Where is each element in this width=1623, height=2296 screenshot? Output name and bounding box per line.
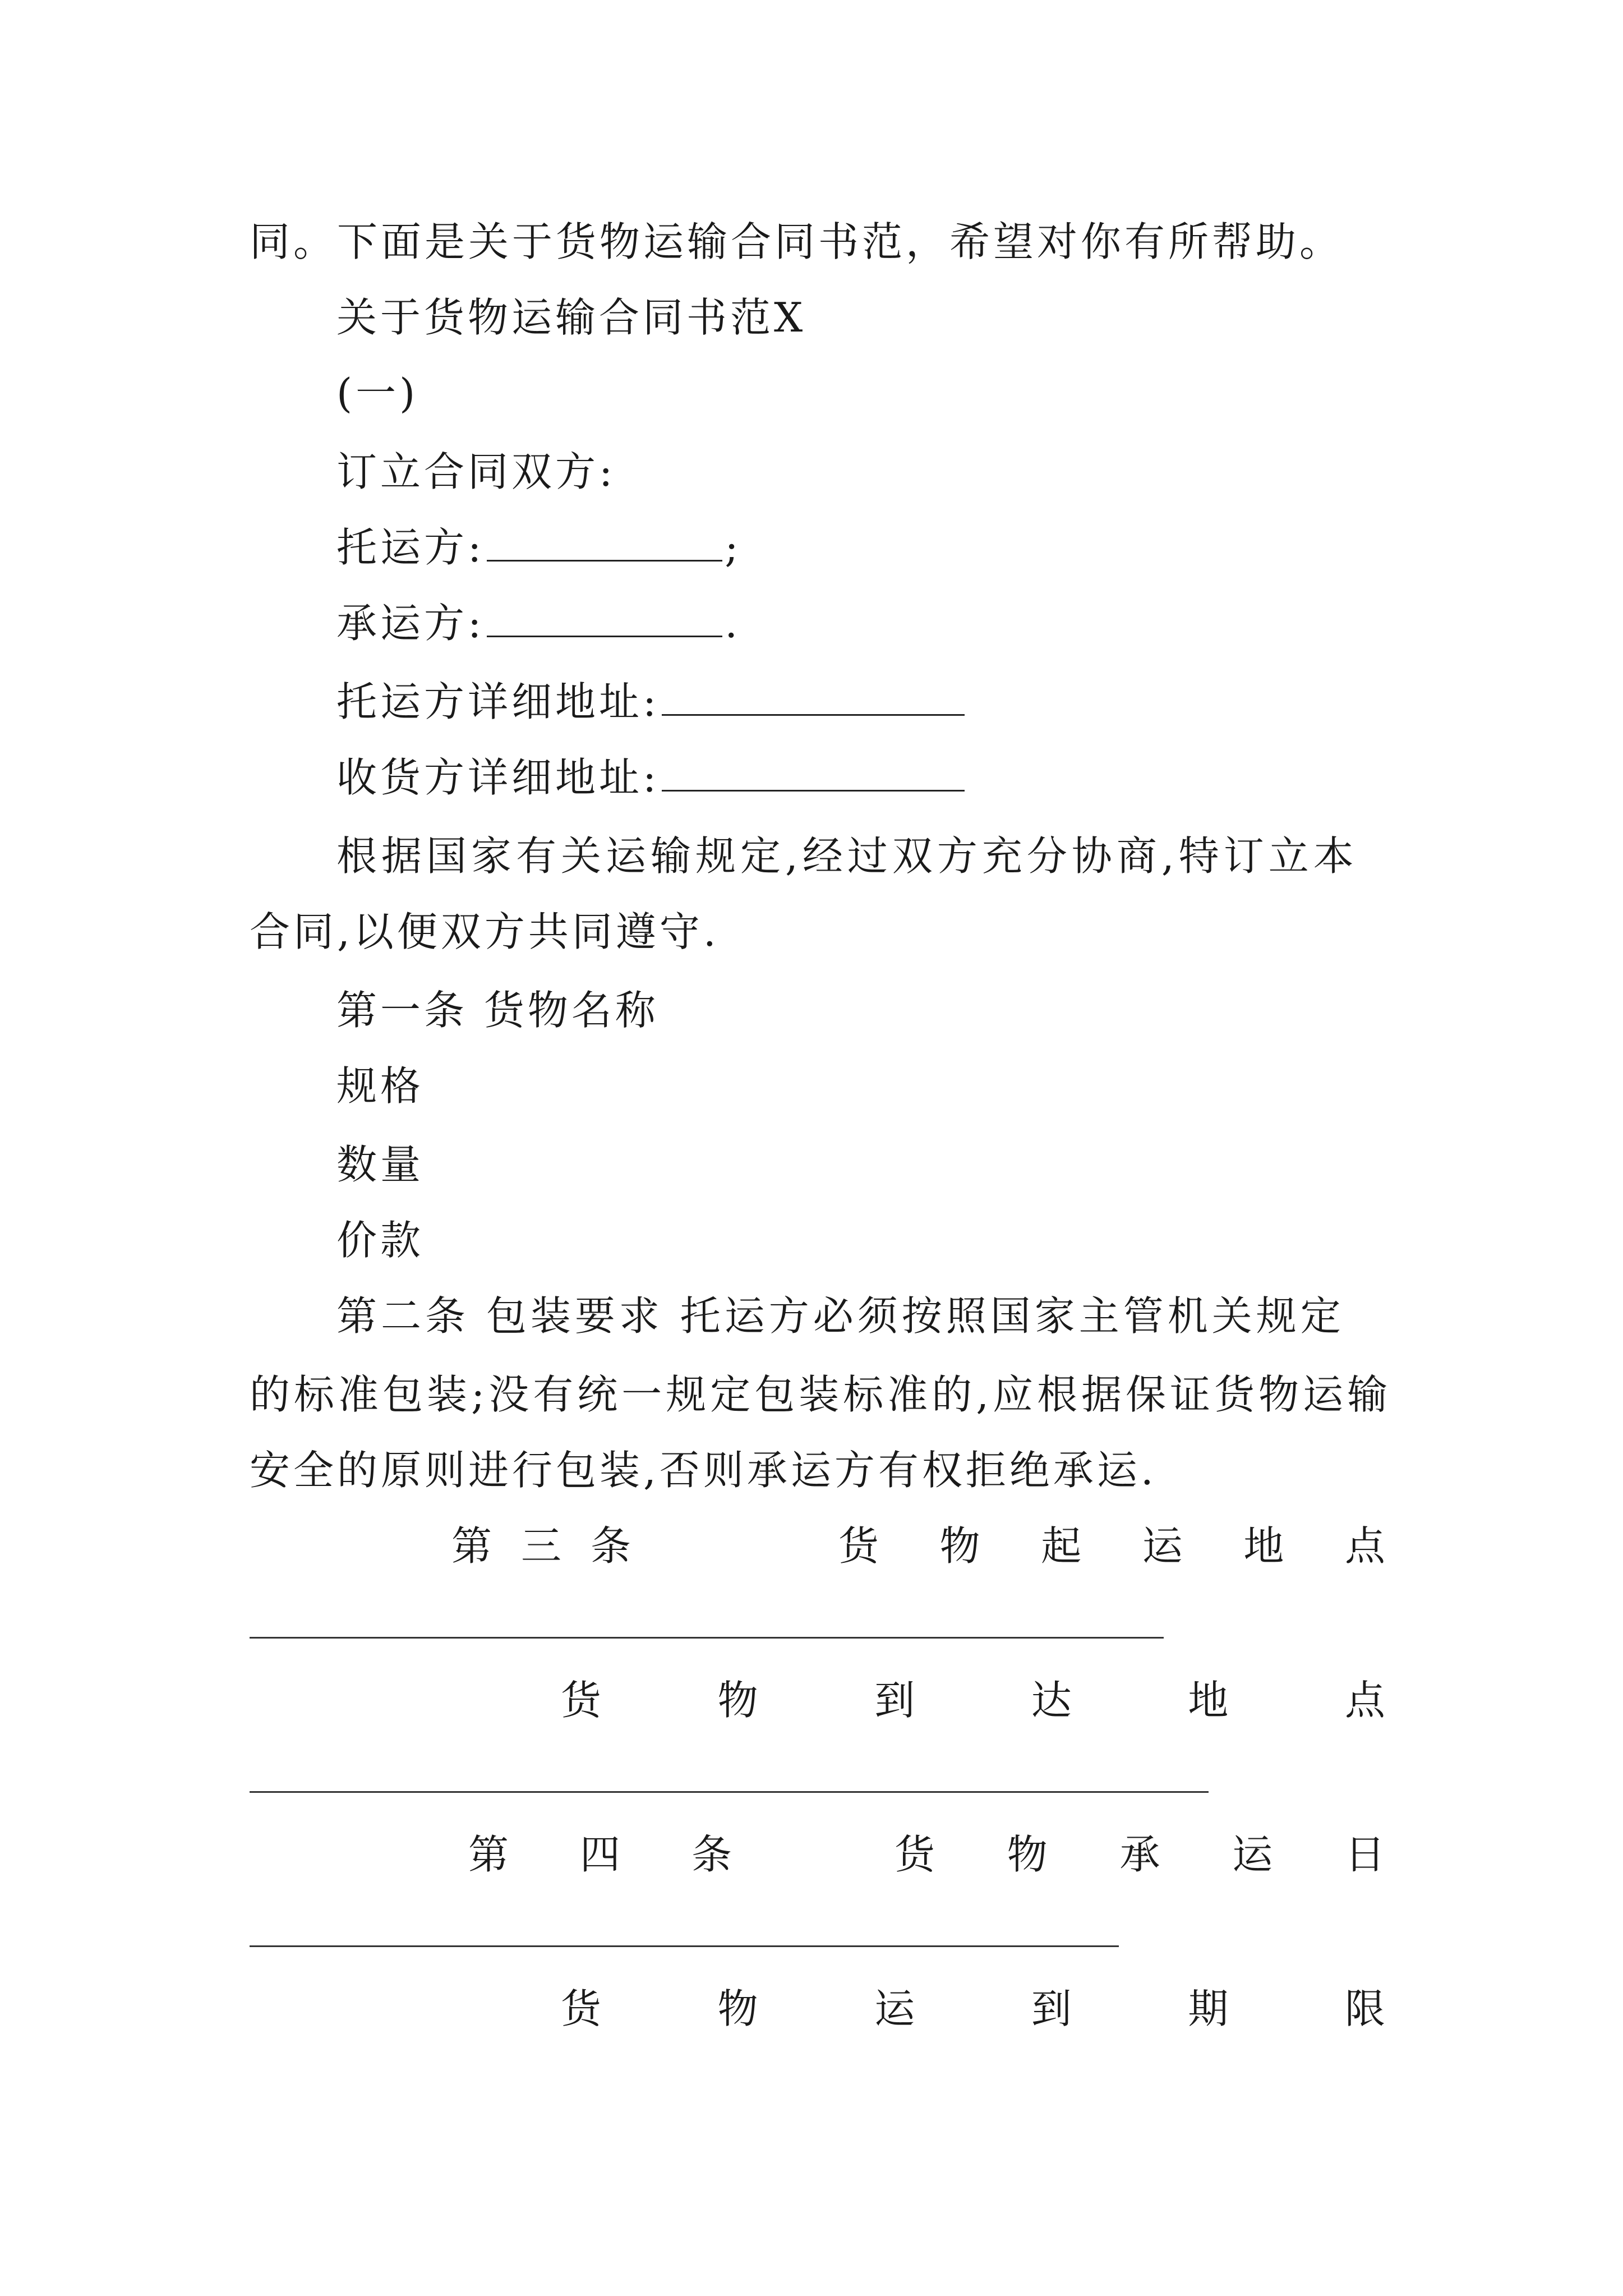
article-4-shipping-date xyxy=(895,1831,1385,1878)
consignee-address-line xyxy=(336,754,967,801)
shipper-blank xyxy=(487,527,722,562)
section-number: (一) xyxy=(336,370,419,417)
article-4-char: 货 xyxy=(895,1831,935,1878)
article-3-origin-blank xyxy=(250,1637,1164,1639)
article-4-char: 四 xyxy=(579,1831,620,1878)
shipper-line xyxy=(336,524,742,571)
article-4-char: 物 xyxy=(1007,1831,1048,1878)
shipper-address-blank xyxy=(662,682,965,716)
article-1-heading: 第一条 货物名称 xyxy=(336,987,659,1034)
carrier-blank xyxy=(487,603,722,637)
article-2-line-3: 安全的原则进行包装,否则承运方有权拒绝承运. xyxy=(250,1447,1157,1494)
parties-heading: 订立合同双方: xyxy=(336,448,616,495)
article-4-char: 物 xyxy=(717,1985,758,2032)
article-3-char: 运 xyxy=(1142,1522,1183,1570)
article-3-char: 地 xyxy=(1243,1522,1284,1570)
article-2-line-2: 的标准包装;没有统一规定包装标准的,应根据保证货物运输 xyxy=(250,1371,1392,1418)
carrier-line xyxy=(336,600,741,647)
article-3-number xyxy=(451,1522,631,1570)
article-3-char: 点 xyxy=(1344,1677,1385,1724)
article-3-char: 条 xyxy=(590,1522,631,1570)
article-4-shipping-date-blank xyxy=(250,1945,1119,1947)
article-4-char: 条 xyxy=(691,1831,732,1878)
carrier-label: 承运方: xyxy=(336,600,485,647)
article-4-char: 货 xyxy=(561,1985,602,2032)
article-3-char: 物 xyxy=(717,1677,758,1724)
article-4-char: 运 xyxy=(1232,1831,1273,1878)
shipper-end: ; xyxy=(725,524,742,571)
article-4-char: 期 xyxy=(1188,1985,1229,2032)
article-3-char: 点 xyxy=(1344,1522,1385,1570)
article-3-char: 到 xyxy=(874,1677,915,1724)
article-3-char: 地 xyxy=(1188,1677,1229,1724)
paragraph-intro: 同。下面是关于货物运输合同书范，希望对你有所帮助。 xyxy=(250,218,1344,265)
article-4-delivery-deadline xyxy=(561,1985,1385,2032)
article-3-char: 第 xyxy=(451,1522,492,1570)
article-3-char: 达 xyxy=(1031,1677,1072,1724)
consignee-address-label: 收货方详细地址: xyxy=(336,754,660,801)
article-3-destination-blank xyxy=(250,1791,1209,1793)
document-title: 关于货物运输合同书范X xyxy=(336,294,806,341)
article-1-quantity: 数量 xyxy=(336,1141,425,1188)
article-4-char: 运 xyxy=(874,1985,915,2032)
article-3-char: 三 xyxy=(520,1522,561,1570)
article-4-char: 日 xyxy=(1344,1831,1385,1878)
shipper-label: 托运方: xyxy=(336,524,485,571)
article-3-char: 货 xyxy=(838,1522,879,1570)
article-2-line-1: 第二条 包装要求 托运方必须按照国家主管机关规定 xyxy=(336,1292,1345,1340)
article-1-price: 价款 xyxy=(336,1217,425,1264)
paragraph-basis-2: 合同,以便双方共同遵守. xyxy=(250,908,720,955)
shipper-address-line xyxy=(336,678,967,725)
article-3-char: 物 xyxy=(939,1522,980,1570)
article-4-char: 到 xyxy=(1031,1985,1072,2032)
article-4-char: 限 xyxy=(1344,1985,1385,2032)
article-4-number xyxy=(468,1831,732,1878)
article-3-origin xyxy=(838,1522,1385,1570)
article-3-char: 货 xyxy=(561,1677,602,1724)
article-4-char: 承 xyxy=(1119,1831,1160,1878)
article-1-spec: 规格 xyxy=(336,1062,425,1110)
carrier-end: . xyxy=(725,600,741,647)
consignee-address-blank xyxy=(662,757,965,792)
article-4-char: 第 xyxy=(468,1831,509,1878)
article-3-destination xyxy=(561,1677,1385,1724)
paragraph-basis-1: 根据国家有关运输规定,经过双方充分协商,特订立本 xyxy=(336,832,1358,880)
shipper-address-label: 托运方详细地址: xyxy=(336,678,660,725)
article-3-char: 起 xyxy=(1041,1522,1082,1570)
